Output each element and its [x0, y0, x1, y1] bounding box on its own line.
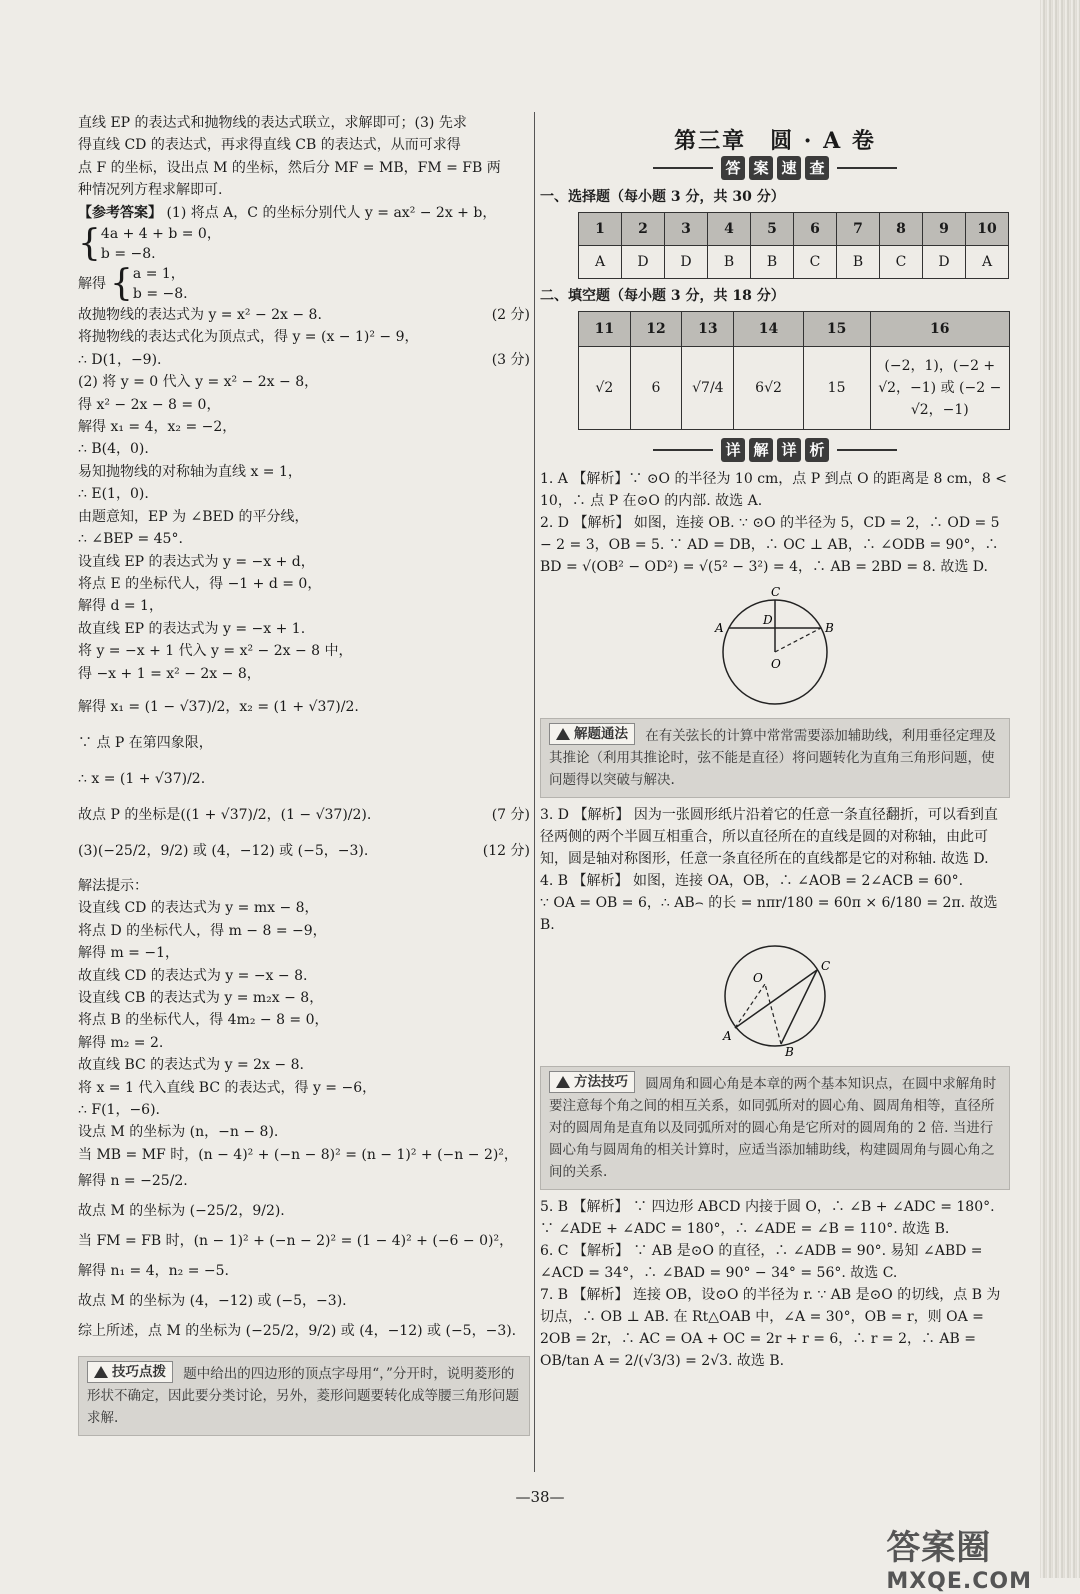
tip-tag — [87, 1361, 173, 1383]
line-text: ∴ B(4，0). — [78, 441, 149, 458]
line-text: 解得 x₁ = (1 − √37)/2，x₂ = (1 + √37)/2. — [78, 698, 359, 715]
text-line — [78, 1316, 530, 1346]
equation: a = 1， — [132, 266, 185, 283]
table-cell: 15 — [803, 347, 870, 430]
text-line — [78, 304, 530, 326]
tip-tag-label: 解题通法 — [574, 726, 628, 742]
table-cell: (−2，1)，(−2 + √2，−1) 或 (−2 − √2，−1) — [870, 347, 1009, 430]
point-label: O — [753, 971, 763, 985]
table-cell: 10 — [966, 213, 1009, 246]
answer-2: 2. D 【解析】 如图，连接 OB. ∵ ⊙O 的半径为 5，CD = 2，∴ OD = 5 − 2 = 3，OB = 5. ∵ AD = DB，∴ OC ⊥ AB，∴ ∠ODB = 90°，∴ BD = √(OB² − OD²) = √(5² − 3²) = 4，∴ AB = 2BD = 8. 故选 D. — [540, 515, 1000, 575]
text-line: 点 F 的坐标，设出点 M 的坐标，然后分 MF = MB，FM = FB 两 — [78, 159, 501, 176]
equation: 4a + 4 + b = 0， — [100, 226, 221, 243]
line-text: 将点 E 的坐标代人，得 −1 + d = 0， — [78, 575, 322, 592]
line-text: 设直线 CB 的表达式为 y = m₂x − 8， — [78, 989, 324, 1006]
table-cell: 6√2 — [734, 347, 803, 430]
answer-6: 6. C 【解析】 ∵ AB 是⊙O 的直径，∴ ∠ADB = 90°. 易知 ∠ABD = ∠ACD = 34°，∴ ∠BAD = 90° − 34° = 56°. 故选 C. — [540, 1243, 983, 1281]
table-cell: B — [837, 246, 880, 279]
text-line — [78, 761, 530, 797]
watermark-top: 答案圈 — [886, 1528, 992, 1568]
banner-char: 析 — [805, 438, 829, 462]
fill-answer-table — [578, 311, 1010, 430]
text-line — [78, 1226, 530, 1256]
line-text: ∴ ∠BEP = 45°. — [78, 531, 183, 548]
table-cell: 14 — [734, 312, 803, 347]
tip-tag — [549, 723, 635, 745]
table-cell: D — [622, 246, 665, 279]
warning-icon — [94, 1366, 108, 1378]
text-line — [78, 483, 530, 505]
line-text: 将点 D 的坐标代人，得 m − 8 = −9， — [78, 922, 327, 939]
point-label: C — [821, 959, 831, 973]
table-cell: 4 — [708, 213, 751, 246]
line-text: ∴ F(1，−6). — [78, 1102, 160, 1118]
text-line — [78, 573, 530, 595]
table-header-row — [579, 213, 1009, 246]
text-line — [78, 1121, 530, 1143]
tip-tag-label: 技巧点拨 — [112, 1364, 166, 1381]
line-text: 当 FM = FB 时，(n − 1)² + (−n − 2)² = (1 − 4)² + (−6 − 0)²， — [78, 1233, 514, 1250]
page-edge — [1040, 0, 1080, 1578]
line-text: 解得 x₁ = 4，x₂ = −2， — [78, 419, 237, 436]
table-cell: 15 — [803, 312, 870, 347]
line-text: ∴ E(1，0). — [78, 486, 149, 503]
circle-diagram-2 — [540, 940, 1010, 1060]
table-cell: 1 — [579, 213, 622, 246]
table-cell: 2 — [622, 213, 665, 246]
column-divider — [534, 112, 535, 1472]
line-text: ∴ x = (1 + √37)/2. — [78, 770, 206, 787]
table-cell: 16 — [870, 312, 1009, 347]
line-text: 得 x² − 2x − 8 = 0， — [78, 396, 221, 413]
tip-text: 题中给出的四边形的顶点字母用“，”分开时，说明菱形的形状不确定，因此要分类讨论，另外，菱形问题要转化成等腰三角形问题求解. — [87, 1366, 519, 1427]
text-line — [78, 1166, 530, 1196]
tip-tag — [549, 1071, 635, 1093]
text-line — [78, 1196, 530, 1226]
text-line — [78, 920, 530, 942]
line-text: 设直线 CD 的表达式为 y = mx − 8， — [78, 900, 319, 917]
answer-7: 7. B 【解析】 连接 OB，设⊙O 的半径为 r. ∵ AB 是⊙O 的切线，点 B 为切点，∴ OB ⊥ AB. 在 Rt△OAB 中，∠A = 30°，OB = r，则 OA = 2OB = 2r，∴ AC = OA + OC = 2r + r = 6，∴ r = 2，∴ AB = OB/tan A = 2/(√3/3) = 2√3. 故选 B. — [540, 1287, 1001, 1369]
text-line — [78, 1286, 530, 1316]
point-label: A — [715, 621, 724, 635]
line-text: 由题意知，EP 为 ∠BED 的平分线， — [78, 508, 309, 525]
banner-chars — [721, 438, 829, 462]
text-line — [78, 1032, 530, 1054]
point-label: C — [771, 585, 781, 599]
line-text: 故直线 EP 的表达式为 y = −x + 1. — [78, 620, 306, 637]
line-text: 故点 M 的坐标为 (4，−12) 或 (−5，−3). — [78, 1293, 347, 1310]
table-cell: √7/4 — [682, 347, 734, 430]
equation: b = −8. — [100, 246, 156, 263]
answer-4b: ∵ OA = OB = 6，∴ AB⌢ 的长 = nπr/180 = 60π × 6/180 = 2π. 故选 B. — [540, 895, 998, 933]
banner-char: 查 — [805, 156, 829, 180]
line-text: 故抛物线的表达式为 y = x² − 2x − 8. — [78, 307, 322, 324]
score-mark: (2 分) — [491, 307, 530, 324]
text-line: (1) 将点 A，C 的坐标分别代人 y = ax² − 2x + b， — [166, 204, 497, 221]
banner-char: 详 — [721, 438, 745, 462]
table-header-row — [579, 312, 1010, 347]
solution-hint — [78, 875, 530, 1166]
text-line — [78, 506, 530, 528]
line-text: 将 x = 1 代入直线 BC 的表达式，得 y = −6， — [78, 1079, 377, 1096]
text-line — [78, 551, 530, 573]
banner-explanations — [540, 438, 1010, 462]
table-cell: B — [708, 246, 751, 279]
answer-1: 1. A 【解析】∵ ⊙O 的半径为 10 cm，点 P 到点 O 的距离是 8 cm，8 < 10，∴ 点 P 在⊙O 的内部. 故选 A. — [540, 471, 1008, 509]
text-line — [78, 689, 530, 725]
text-line — [78, 1099, 530, 1121]
text-line — [78, 725, 530, 761]
line-text: (2) 将 y = 0 代入 y = x² − 2x − 8， — [78, 374, 319, 391]
text-line — [78, 833, 530, 869]
brace-symbol: { — [78, 223, 101, 265]
text-line — [78, 349, 530, 371]
point-label: A — [723, 1029, 732, 1043]
text-line — [78, 987, 530, 1009]
tip-tag-label: 方法技巧 — [574, 1074, 628, 1090]
banner-rule — [653, 167, 713, 169]
table-cell: C — [880, 246, 923, 279]
line-text: 将 y = −x + 1 代入 y = x² − 2x − 8 中， — [78, 643, 353, 660]
text-line — [78, 640, 530, 662]
reference-answer — [78, 202, 530, 224]
point-label: B — [785, 1045, 794, 1059]
section-title-fill: 二、填空题（每小题 3 分，共 18 分） — [540, 288, 785, 304]
line-text: 解法提示： — [78, 877, 148, 894]
line-text: 解得 d = 1， — [78, 598, 163, 615]
banner-char: 案 — [749, 156, 773, 180]
text-line — [78, 394, 530, 416]
table-row — [579, 347, 1010, 430]
banner-chars — [721, 156, 829, 180]
banner-char: 速 — [777, 156, 801, 180]
intro-paragraph — [78, 112, 530, 202]
tip-box-method1 — [540, 718, 1010, 798]
table-cell: D — [923, 246, 966, 279]
line-text: 解得 m = −1， — [78, 945, 179, 962]
banner-rule — [837, 167, 897, 169]
point-label: D — [763, 613, 773, 627]
line-text: 故点 P 的坐标是((1 + √37)/2，(1 − √37)/2). — [78, 806, 372, 823]
left-column — [78, 112, 530, 1442]
line-text: 故直线 CD 的表达式为 y = −x − 8. — [78, 967, 308, 984]
equation-system-2 — [78, 264, 530, 304]
watermark — [886, 1520, 1032, 1594]
table-cell: C — [794, 246, 837, 279]
line-text: 解得 n = −25/2. — [78, 1173, 188, 1190]
text-line — [78, 663, 530, 685]
line-text: 故直线 BC 的表达式为 y = 2x − 8. — [78, 1057, 304, 1074]
text-line — [78, 618, 530, 640]
line-text: (3)(−25/2，9/2) 或 (4，−12) 或 (−5，−3). — [78, 842, 369, 859]
watermark-bottom: MXQE.COM — [886, 1569, 1032, 1594]
text-line — [78, 942, 530, 964]
text-line — [78, 797, 530, 833]
table-cell: √2 — [579, 347, 631, 430]
text-line — [78, 528, 530, 550]
text-line — [78, 965, 530, 987]
banner-answers — [540, 156, 1010, 180]
table-row — [579, 246, 1009, 279]
table-cell: 11 — [579, 312, 631, 347]
point-label: B — [825, 621, 834, 635]
text-line: 得直线 CD 的表达式，再求得直线 CB 的表达式，从而可求得 — [78, 137, 461, 154]
line-text: 得 −x + 1 = x² − 2x − 8， — [78, 665, 261, 682]
text-line — [78, 326, 530, 348]
text-line — [78, 875, 530, 897]
tip-text: 在有关弦长的计算中常常需要添加辅助线，利用垂径定理及其推论（利用其推论时，弦不能是直径）将问题转化为直角三角形问题，使问题得以突破与解决. — [549, 728, 997, 788]
answer-4a: 4. B 【解析】 如图，连接 OA，OB，∴ ∠AOB = 2∠ACB = 60°. — [540, 873, 964, 889]
text-line — [78, 1077, 530, 1099]
warning-icon — [556, 728, 570, 740]
text-line — [78, 595, 530, 617]
text-line — [78, 416, 530, 438]
table-cell: 3 — [665, 213, 708, 246]
warning-icon — [556, 1076, 570, 1088]
score-mark: (7 分) — [491, 806, 530, 823]
score-mark: (12 分) — [482, 842, 530, 859]
text-line: 种情况列方程求解即可. — [78, 182, 223, 199]
point-label: O — [771, 657, 781, 671]
line-text: 设点 M 的坐标为 (n，−n − 8). — [78, 1124, 279, 1141]
brace-symbol: { — [110, 263, 133, 305]
table-cell: A — [966, 246, 1009, 279]
circle-figure — [705, 940, 845, 1060]
table-cell: 7 — [837, 213, 880, 246]
circle-figure — [705, 582, 845, 712]
tip-text: 圆周角和圆心角是本章的两个基本知识点，在圆中求解角时要注意每个角之间的相互关系，如同弧所对的圆心角、圆周角相等，直径所对的圆周角是直角以及同弧所对的圆心角是它所对的圆周角的 2 倍. 当进行圆心角与圆周角的相关计算时，应适当添加辅助线，构建圆周角与圆心角之间的关系. — [549, 1076, 997, 1180]
line-text: 解得 m₂ = 2. — [78, 1034, 164, 1051]
text-line — [78, 1144, 530, 1166]
line-text: ∴ D(1，−9). — [78, 351, 162, 368]
right-column — [540, 126, 1010, 1372]
line-text: 故点 M 的坐标为 (−25/2，9/2). — [78, 1203, 285, 1220]
line-text: 综上所述，点 M 的坐标为 (−25/2，9/2) 或 (4，−12) 或 (−5，−3). — [78, 1323, 517, 1340]
line-text: 将点 B 的坐标代人，得 4m₂ − 8 = 0， — [78, 1012, 329, 1029]
solution-hint-cont — [78, 1166, 530, 1346]
answer-5: 5. B 【解析】 ∵ 四边形 ABCD 内接于圆 O，∴ ∠B + ∠ADC = 180°. ∵ ∠ADE + ∠ADC = 180°，∴ ∠ADE = ∠B = 110°. 故选 B. — [540, 1199, 995, 1237]
text-line — [78, 1054, 530, 1076]
answer-3: 3. D 【解析】 因为一张圆形纸片沿着它的任意一条直径翻折，可以看到直径两侧的两个半圆互相重合，所以直径所在的直线是圆的对称轴，由此可知，圆是轴对称图形，任意一条直径所在的直线都是它的对称轴. 故选 D. — [540, 807, 998, 867]
text-line — [78, 897, 530, 919]
solution-part-a — [78, 304, 530, 685]
table-cell: 5 — [751, 213, 794, 246]
line-text: 易知抛物线的对称轴为直线 x = 1， — [78, 463, 302, 480]
tip-box-skill — [78, 1356, 530, 1436]
line-text: ∵ 点 P 在第四象限， — [78, 734, 213, 751]
choice-answer-table — [578, 212, 1009, 279]
equation-system-1 — [78, 224, 530, 264]
reference-label: 【参考答案】 — [78, 204, 162, 221]
table-cell: 12 — [630, 312, 682, 347]
table-cell: B — [751, 246, 794, 279]
text-line — [78, 461, 530, 483]
banner-rule — [653, 449, 713, 451]
banner-rule — [837, 449, 897, 451]
line-text: 设直线 EP 的表达式为 y = −x + d， — [78, 553, 315, 570]
circle-diagram-1 — [540, 582, 1010, 712]
solution-part-b — [78, 689, 530, 869]
table-cell: A — [579, 246, 622, 279]
table-cell: 8 — [880, 213, 923, 246]
equation: b = −8. — [132, 286, 188, 303]
solve-label: 解得 — [78, 275, 106, 292]
line-text: 将抛物线的表达式化为顶点式，得 y = (x − 1)² − 9， — [78, 329, 419, 346]
tip-box-method2 — [540, 1066, 1010, 1190]
text-line — [78, 371, 530, 393]
text-line — [78, 438, 530, 460]
line-text: 当 MB = MF 时，(n − 4)² + (−n − 8)² = (n − 1)² + (−n − 2)²， — [78, 1146, 518, 1163]
score-mark: (3 分) — [491, 351, 530, 368]
table-cell: 9 — [923, 213, 966, 246]
text-line — [78, 1256, 530, 1286]
line-text: 解得 n₁ = 4，n₂ = −5. — [78, 1263, 229, 1280]
text-line: 直线 EP 的表达式和抛物线的表达式联立，求解即可；(3) 先求 — [78, 115, 467, 131]
text-line — [78, 1009, 530, 1031]
table-cell: 13 — [682, 312, 734, 347]
banner-char: 答 — [721, 156, 745, 180]
table-cell: 6 — [630, 347, 682, 430]
page-number: —38— — [515, 1488, 565, 1506]
section-title-choice: 一、选择题（每小题 3 分，共 30 分） — [540, 189, 785, 205]
banner-char: 解 — [749, 438, 773, 462]
banner-char: 详 — [777, 438, 801, 462]
table-cell: D — [665, 246, 708, 279]
table-cell: 6 — [794, 213, 837, 246]
chapter-title: 第三章 圆 · A 卷 — [674, 128, 876, 154]
